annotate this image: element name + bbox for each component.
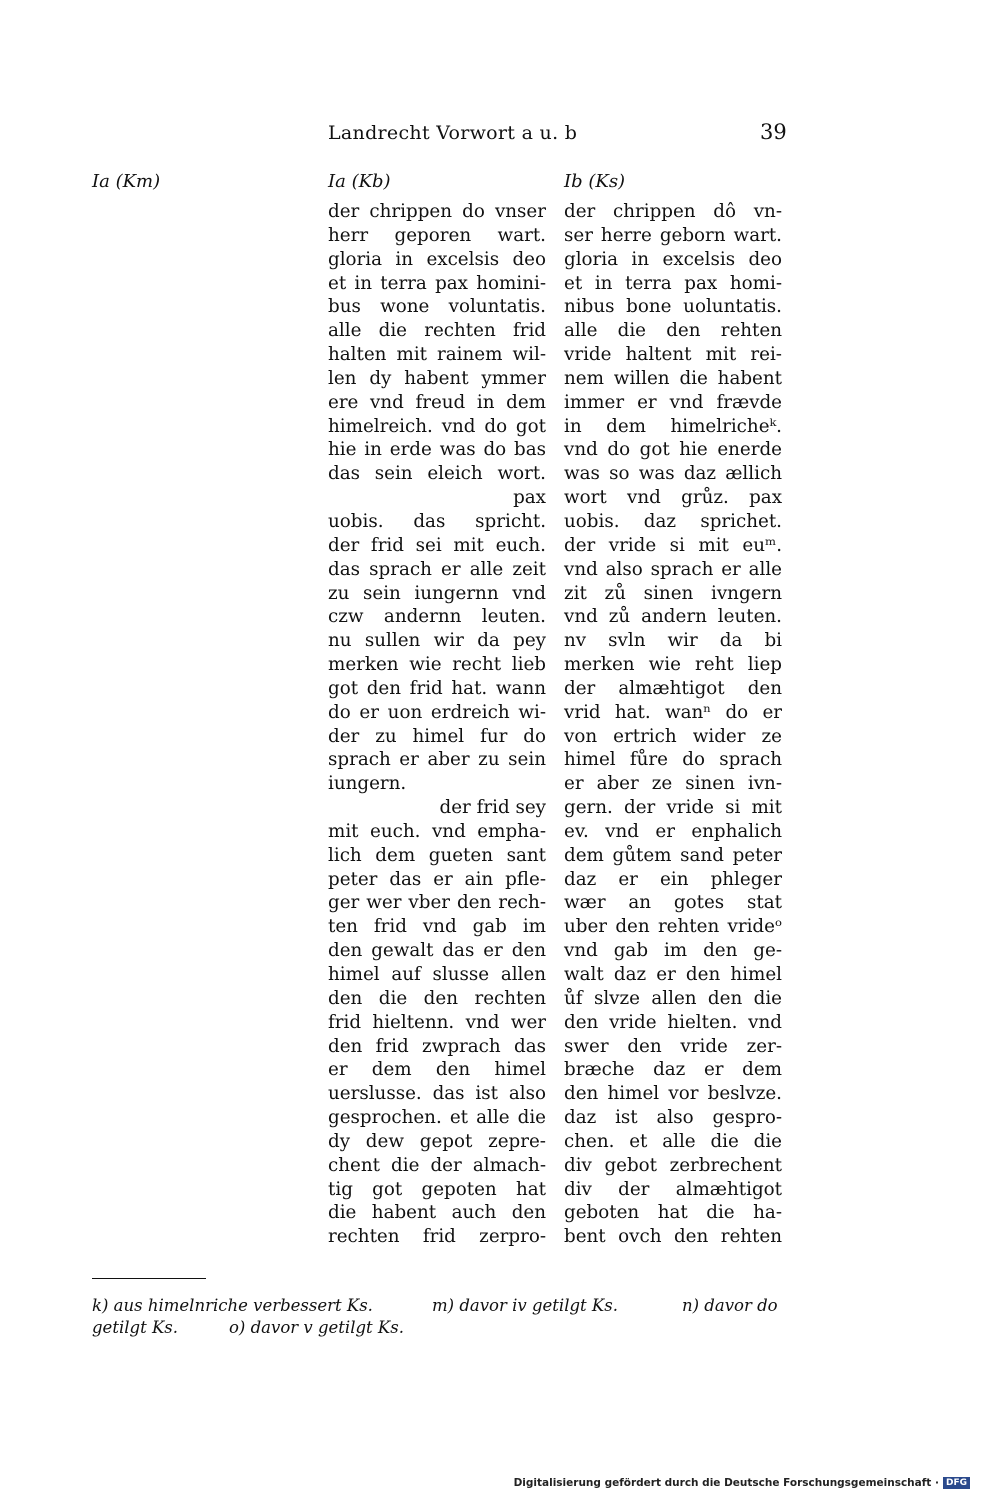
text-line: len dy habent ymmer bbox=[328, 367, 546, 389]
text-line: er dem den himel bbox=[328, 1059, 546, 1081]
text-line: den die den rechten bbox=[328, 987, 546, 1009]
text-line: wort vnd grůz. pax bbox=[564, 487, 782, 509]
text-line: der chrippen dô vn- bbox=[564, 201, 782, 222]
footnotes bbox=[92, 1295, 792, 1339]
text-line: lich dem gueten sant bbox=[328, 844, 546, 866]
text-line: dy dew gepot zepre- bbox=[328, 1130, 546, 1152]
column-ks-text bbox=[564, 200, 782, 1249]
text-line: wær an gotes stat bbox=[564, 892, 782, 914]
footnote-k: k) aus himelnriche verbessert Ks. bbox=[92, 1296, 373, 1315]
text-line: vnd also sprach er alle bbox=[564, 558, 782, 580]
text-line: alle die rechten frid bbox=[328, 320, 546, 342]
text-line: herr geporen wart. bbox=[328, 224, 546, 246]
text-line: vnd zů andern leuten. bbox=[564, 606, 782, 628]
text-line: gesprochen. et alle die bbox=[328, 1107, 546, 1129]
text-line: der almæhtigot den bbox=[564, 677, 782, 699]
text-line: merken wie reht liep bbox=[564, 654, 782, 676]
text-line: rechten frid zerpro- bbox=[328, 1226, 546, 1248]
text-line: der zu himel fur do bbox=[328, 725, 546, 747]
text-line: ten frid vnd gab im bbox=[328, 916, 546, 938]
text-line: bræche daz er dem bbox=[564, 1059, 782, 1081]
running-head: Landrecht Vorwort a u. b bbox=[328, 122, 578, 144]
text-line: dem gůtem sand peter bbox=[564, 844, 782, 866]
dfg-logo: DFG bbox=[943, 1477, 970, 1489]
footnote-o: o) davor v getilgt Ks. bbox=[229, 1318, 404, 1337]
text-line: uobis. daz sprichet. bbox=[564, 510, 782, 532]
text-line: frid hieltenn. vnd wer bbox=[328, 1011, 546, 1033]
text-line: ev. vnd er enphalich bbox=[564, 820, 782, 842]
text-line: bus wone voluntatis. bbox=[328, 296, 546, 318]
text-line: sprach er aber zu sein bbox=[328, 749, 546, 771]
text-line: den himel vor beslvze. bbox=[564, 1083, 782, 1105]
text-line: czw andernn leuten. bbox=[328, 606, 546, 628]
text-line: den frid zwprach das bbox=[328, 1035, 546, 1057]
text-line: gloria in excelsis deo bbox=[564, 248, 782, 270]
text-line: bent ovch den rehten bbox=[564, 1226, 782, 1248]
text-line: der chrippen do vnser bbox=[328, 201, 546, 222]
text-line: gloria in excelsis deo bbox=[328, 248, 546, 270]
column-heading-kb: Ia (Kb) bbox=[328, 171, 391, 192]
text-line: halten mit rainem wil- bbox=[328, 344, 546, 366]
funding-credit bbox=[514, 1477, 970, 1489]
text-line: uobis. das spricht. bbox=[328, 510, 546, 532]
text-line: do er uon erdreich wi- bbox=[328, 701, 546, 723]
text-line: von ertrich wider ze bbox=[564, 725, 782, 747]
text-line: gern. der vride si mit bbox=[564, 797, 782, 819]
text-line: daz ist also gespro- bbox=[564, 1107, 782, 1129]
text-line: hie in erde was do bas bbox=[328, 439, 546, 461]
text-line: nv svln wir da bi bbox=[564, 630, 782, 652]
footnote-n-continued: getilgt Ks. bbox=[92, 1318, 178, 1337]
text-line: ere vnd freud in dem bbox=[328, 391, 546, 413]
text-line: himel fůre do sprach bbox=[564, 749, 782, 771]
text-line: der vride si mit euᵐ. bbox=[564, 534, 782, 556]
text-line: den gewalt das er den bbox=[328, 940, 546, 962]
text-line: merken wie recht lieb bbox=[328, 654, 546, 676]
text-line: mit euch. vnd empha- bbox=[328, 820, 546, 842]
text-line: uber den rehten vrideᵒ bbox=[564, 916, 782, 938]
text-line: der frid sey bbox=[439, 797, 546, 819]
text-line: die habent auch den bbox=[328, 1202, 546, 1224]
text-line: zu sein iungernn vnd bbox=[328, 582, 546, 604]
text-line: daz er ein phleger bbox=[564, 868, 782, 890]
text-line: div der almæhtigot bbox=[564, 1178, 782, 1200]
text-line: swer den vride zer- bbox=[564, 1035, 782, 1057]
page-number: 39 bbox=[760, 120, 787, 144]
text-line: chen. et alle die die bbox=[564, 1130, 782, 1152]
text-line: ůf slvze allen den die bbox=[564, 987, 782, 1009]
footnote-rule bbox=[92, 1278, 206, 1279]
text-line: uerslusse. das ist also bbox=[328, 1083, 546, 1105]
column-heading-km: Ia (Km) bbox=[92, 171, 161, 192]
text-line: got den frid hat. wann bbox=[328, 677, 546, 699]
text-line: vrid hat. wanⁿ do er bbox=[564, 701, 782, 723]
text-line: himel auf slusse allen bbox=[328, 964, 546, 985]
text-line: vnd do got hie enerde bbox=[564, 439, 782, 461]
text-line: er aber ze sinen ivn- bbox=[564, 773, 782, 795]
text-line: das sprach er alle zeit bbox=[328, 558, 546, 580]
text-line: nu sullen wir da pey bbox=[328, 630, 546, 652]
text-line: tig got gepoten hat bbox=[328, 1178, 546, 1200]
text-line: ger wer vber den rech- bbox=[328, 892, 546, 914]
text-line: chent die der almach- bbox=[328, 1154, 546, 1176]
text-line: div gebot zerbrechent bbox=[564, 1154, 782, 1176]
text-line: et in terra pax homini- bbox=[328, 272, 546, 294]
column-kb-text bbox=[328, 200, 546, 1249]
column-heading-ks: Ib (Ks) bbox=[564, 171, 626, 192]
text-line: das sein eleich wort. bbox=[328, 463, 546, 485]
text-line: iungern. bbox=[328, 773, 407, 795]
text-line: ser herre geborn wart. bbox=[564, 224, 782, 246]
text-line: geboten hat die ha- bbox=[564, 1202, 782, 1224]
text-line: alle die den rehten bbox=[564, 320, 782, 342]
text-line: nem willen die habent bbox=[564, 367, 782, 389]
credit-text: Digitalisierung gefördert durch die Deutsche Forschungsgemeinschaft · bbox=[513, 1477, 939, 1489]
text-line: vride haltent mit rei- bbox=[564, 344, 782, 366]
text-line: peter das er ain pfle- bbox=[328, 868, 546, 890]
text-line: den vride hielten. vnd bbox=[564, 1011, 782, 1033]
text-line: zit zů sinen ivngern bbox=[564, 582, 782, 604]
text-line: in dem himelricheᵏ. bbox=[564, 415, 782, 437]
text-line: vnd gab im den ge- bbox=[564, 940, 782, 962]
text-line: immer er vnd frævde bbox=[564, 391, 782, 413]
text-line: pax bbox=[513, 487, 546, 509]
text-line: nibus bone uoluntatis. bbox=[564, 296, 782, 318]
footnote-m: m) davor iv getilgt Ks. bbox=[432, 1296, 618, 1315]
text-line: der frid sei mit euch. bbox=[328, 534, 546, 556]
text-line: was so was daz ællich bbox=[564, 463, 782, 485]
text-line: et in terra pax homi- bbox=[564, 272, 782, 294]
footnote-n: n) davor do bbox=[682, 1296, 778, 1315]
text-line: walt daz er den himel bbox=[564, 964, 782, 985]
text-line: himelreich. vnd do got bbox=[328, 415, 546, 437]
